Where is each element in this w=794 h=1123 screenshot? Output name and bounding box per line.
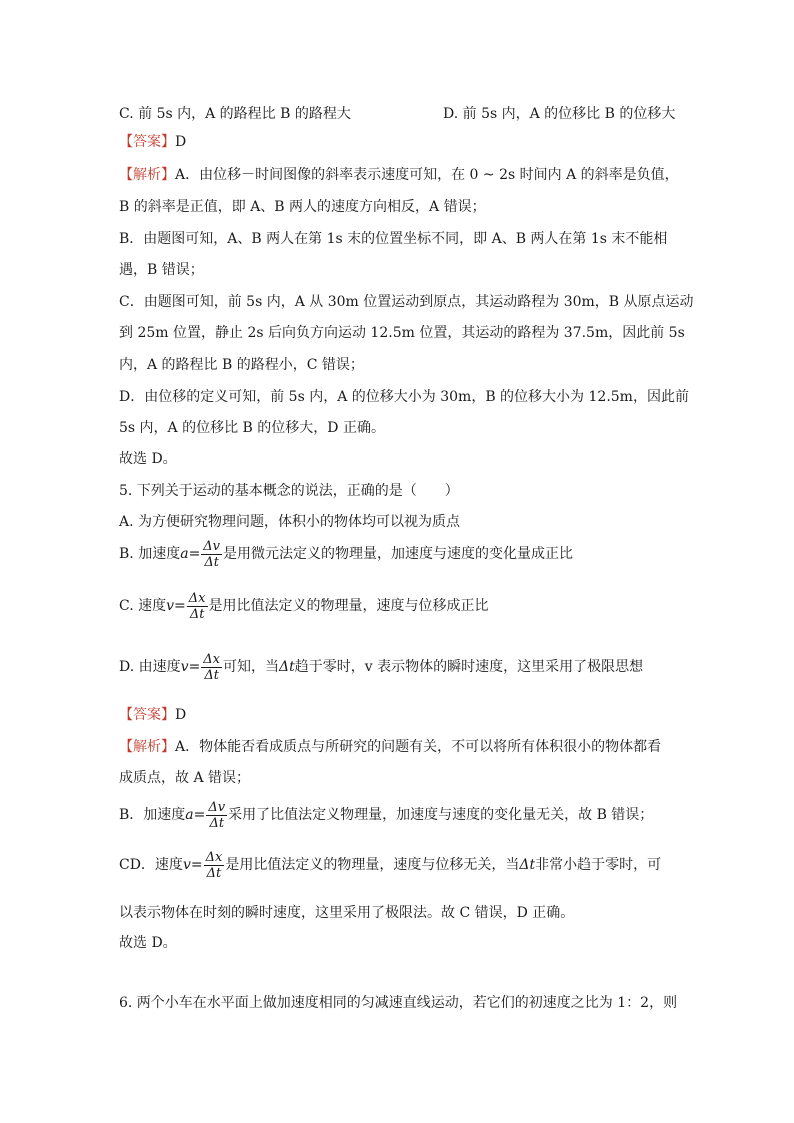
explanation-1-line-9: 5s 内，A 的位移比 B 的位移大，D 正确。 — [119, 420, 385, 436]
explanation-2-line-1: 【解析】A．物体能否看成质点与所研究的问题有关，不可以将所有体积很小的物体都看 — [119, 739, 662, 755]
explanation-2-line-2: 成质点，故 A 错误； — [119, 770, 251, 786]
fraction-dx-dt: $\frac{\Delta x}{\Delta t}$ — [203, 651, 221, 683]
explanation-2-conclusion: 故选 D。 — [119, 935, 177, 951]
explanation-1-line-6: 到 25m 位置，静止 2s 后向负方向运动 12.5m 位置，其运动的路程为 37.5m，因此前 5s — [119, 325, 685, 341]
explanation-1-line-4: 遇，B 错误； — [119, 262, 204, 278]
fraction-dx-dt: $\frac{\Delta x}{\Delta t}$ — [205, 849, 223, 881]
explanation-1-line-7: 内，A 的路程比 B 的路程小，C 错误； — [119, 357, 364, 373]
answer-tag: 【答案】 — [119, 707, 175, 723]
answer-value: D — [175, 707, 187, 723]
explanation-2-line-5: 以表示物体在时刻的瞬时速度，这里采用了极限法。故 C 错误，D 正确。 — [119, 905, 575, 921]
explanation-2-line-4: CD．速度v= $\frac{\Delta x}{\Delta t}$ 是用比值法定义的物理量，速度与位移无关，当Δt非常小趋于零时，可 — [119, 849, 662, 881]
fraction-dv-dt: $\frac{\Delta v}{\Delta t}$ — [203, 538, 221, 570]
question-5-option-c: C. 速度v= $\frac{\Delta x}{\Delta t}$ 是用比值法定义的物理量，速度与位移成正比 — [119, 590, 489, 622]
explanation-1-line-8: D．由位移的定义可知，前 5s 内，A 的位移大小为 30m，B 的位移大小为 12.5m，因此前 — [119, 389, 689, 405]
option-c-prev: C. 前 5s 内，A 的路程比 B 的路程大 — [119, 106, 351, 122]
explanation-1-line-5: C．由题图可知，前 5s 内，A 从 30m 位置运动到原点，其运动路程为 30m，B 从原点运动 — [119, 294, 694, 310]
answer-tag: 【答案】 — [119, 134, 175, 150]
option-d-prev: D. 前 5s 内，A 的位移比 B 的位移大 — [443, 106, 676, 122]
question-5-option-b: B. 加速度a= $\frac{\Delta v}{\Delta t}$ 是用微元法定义的物理量，加速度与速度的变化量成正比 — [119, 538, 574, 570]
answer-1 — [119, 132, 186, 152]
explanation-2-line-3: B．加速度a= $\frac{\Delta v}{\Delta t}$ 采用了比值法定义物理量，加速度与速度的变化量无关，故 B 错误； — [119, 799, 654, 831]
explanation-1-conclusion: 故选 D。 — [119, 451, 177, 467]
explanation-tag: 【解析】 — [119, 167, 175, 183]
question-5-stem: 5. 下列关于运动的基本概念的说法，正确的是（ ） — [119, 483, 459, 499]
explanation-1-line-3: B．由题图可知，A、B 两人在第 1s 末的位置坐标不同，即 A、B 两人在第 1s 末不能相 — [119, 231, 668, 247]
question-5-option-a: A. 为方便研究物理问题，体积小的物体均可以视为质点 — [119, 514, 461, 530]
explanation-1-line-2: B 的斜率是正值，即 A、B 两人的速度方向相反，A 错误； — [119, 199, 486, 215]
fraction-dv-dt: $\frac{\Delta v}{\Delta t}$ — [208, 799, 226, 831]
explanation-1-line-1: 【解析】A．由位移－时间图像的斜率表示速度可知，在 0 ~ 2s 时间内 A 的斜率是负值， — [119, 167, 679, 183]
question-5-option-d: D. 由速度v= $\frac{\Delta x}{\Delta t}$ 可知，当Δt趋于零时，v 表示物体的瞬时速度，这里采用了极限思想 — [119, 651, 644, 683]
answer-value: D — [175, 134, 187, 150]
explanation-tag: 【解析】 — [119, 739, 175, 755]
answer-2 — [119, 705, 186, 725]
question-6-stem: 6. 两个小车在水平面上做加速度相同的匀减速直线运动，若它们的初速度之比为 1：2，则 — [119, 995, 678, 1011]
fraction-dx-dt: $\frac{\Delta x}{\Delta t}$ — [188, 590, 206, 622]
